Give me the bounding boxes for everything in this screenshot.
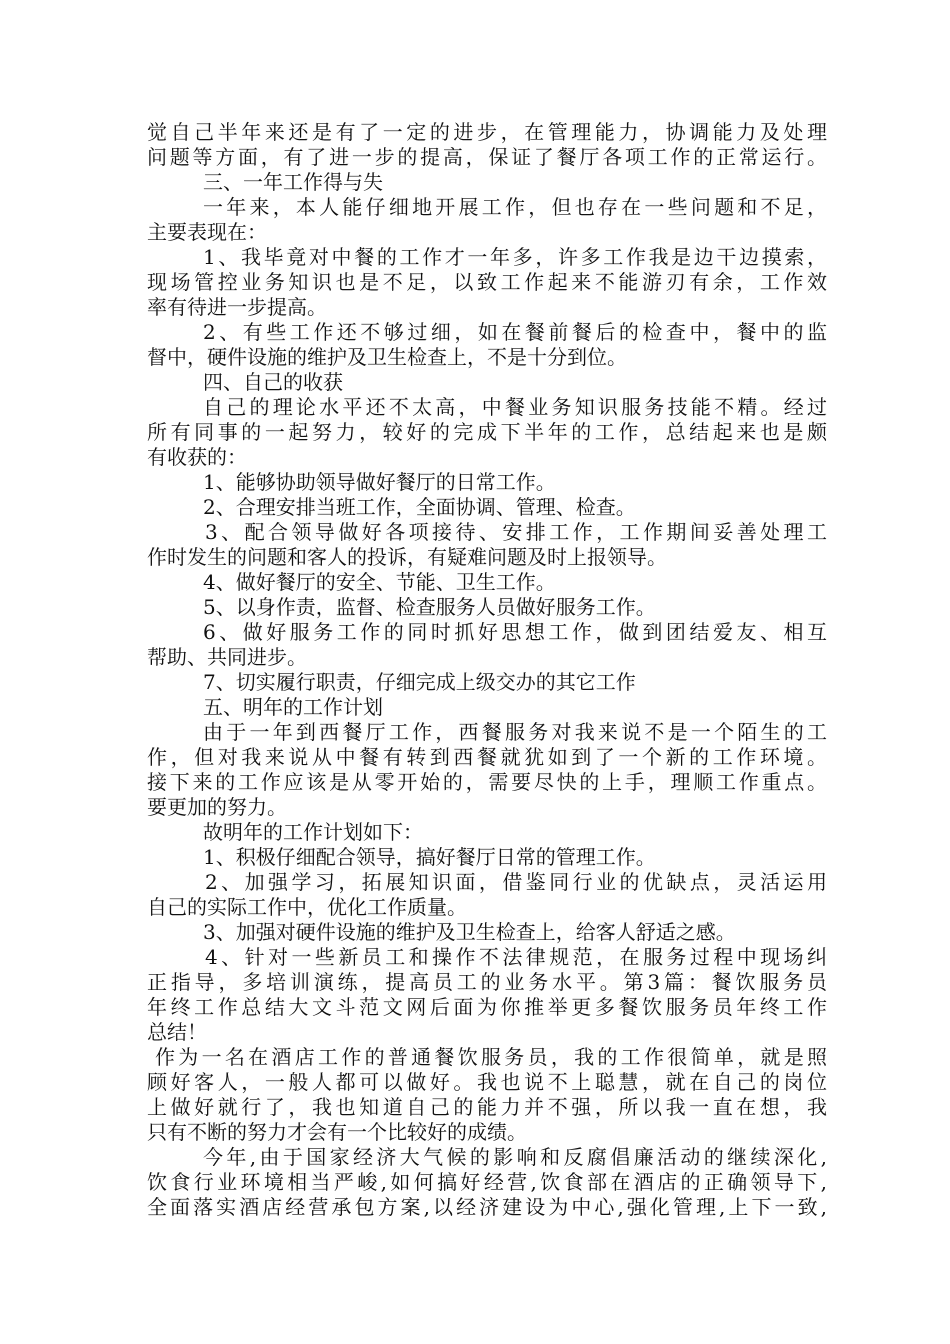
text-line: 作时发生的问题和客人的投诉，有疑难问题及时上报领导。: [147, 545, 667, 569]
text-line: 顾好客人，一般人都可以做好。我也说不上聪慧，就在自己的岗位: [147, 1070, 827, 1094]
text-line: 今年,由于国家经济大气候的影响和反腐倡廉活动的继续深化,: [203, 1145, 827, 1169]
text-line: 作为一名在酒店工作的普通餐饮服务员，我的工作很简单，就是照: [155, 1045, 827, 1069]
list-item: 1、我毕竟对中餐的工作才一年多，许多工作我是边干边摸索，: [203, 245, 827, 269]
list-item: 2、加强学习，拓展知识面，借鉴同行业的优缺点，灵活运用: [205, 870, 827, 894]
text-line: 上做好就行了，我也知道自己的能力并不强，所以我一直在想，我: [147, 1095, 827, 1119]
list-item: 4、做好餐厅的安全、节能、卫生工作。: [203, 570, 556, 594]
text-line: 饮食行业环境相当严峻,如何搞好经营,饮食部在酒店的正确领导下,: [147, 1170, 827, 1194]
text-line: 正指导，多培训演练，提高员工的业务水平。第3篇：餐饮服务员: [147, 970, 827, 994]
section-heading: 五、明年的工作计划: [203, 695, 383, 719]
text-line: 问题等方面，有了进一步的提高，保证了餐厅各项工作的正常运行。: [147, 145, 827, 169]
text-line: 自己的实际工作中，优化工作质量。: [147, 895, 467, 919]
list-item: 2、有些工作还不够过细，如在餐前餐后的检查中，餐中的监: [203, 320, 827, 344]
text-line: 作，但对我来说从中餐有转到西餐就犹如到了一个新的工作环境。: [147, 745, 827, 769]
text-line: 故明年的工作计划如下：: [203, 820, 423, 844]
text-line: 年终工作总结大文斗范文网后面为你推举更多餐饮服务员年终工作: [147, 995, 827, 1019]
list-item: 1、积极仔细配合领导，搞好餐厅日常的管理工作。: [203, 845, 656, 869]
text-line: 现场管控业务知识也是不足，以致工作起来不能游刃有余，工作效: [147, 270, 827, 294]
text-line: 所有同事的一起努力，较好的完成下半年的工作，总结起来也是颇: [147, 420, 827, 444]
list-item: 1、能够协助领导做好餐厅的日常工作。: [203, 470, 556, 494]
list-item: 3、配合领导做好各项接待、安排工作，工作期间妥善处理工: [205, 520, 827, 544]
list-item: 6、做好服务工作的同时抓好思想工作，做到团结爱友、相互: [203, 620, 827, 644]
text-line: 总结！: [147, 1020, 207, 1044]
list-item: 2、合理安排当班工作，全面协调、管理、检查。: [203, 495, 636, 519]
list-item: 5、以身作责，监督、检查服务人员做好服务工作。: [203, 595, 656, 619]
text-line: 率有待进一步提高。: [147, 295, 327, 319]
section-heading: 四、自己的收获: [203, 370, 343, 394]
text-line: 接下来的工作应该是从零开始的，需要尽快的上手，理顺工作重点。: [147, 770, 827, 794]
text-line: 一年来，本人能仔细地开展工作，但也存在一些问题和不足，: [203, 195, 827, 219]
text-line: 帮助、共同进步。: [147, 645, 307, 669]
text-line: 有收获的：: [147, 445, 247, 469]
list-item: 7、切实履行职责，仔细完成上级交办的其它工作: [203, 670, 636, 694]
text-line: 主要表现在：: [147, 220, 267, 244]
text-line: 自己的理论水平还不太高，中餐业务知识服务技能不精。经过: [203, 395, 827, 419]
document-body: [147, 120, 827, 1220]
text-line: 只有不断的努力才会有一个比较好的成绩。: [147, 1120, 527, 1144]
text-line: 督中，硬件设施的维护及卫生检查上，不是十分到位。: [147, 345, 627, 369]
text-line: 全面落实酒店经营承包方案,以经济建设为中心,强化管理,上下一致,: [147, 1195, 827, 1219]
list-item: 4、针对一些新员工和操作不法律规范，在服务过程中现场纠: [205, 945, 827, 969]
list-item: 3、加强对硬件设施的维护及卫生检查上，给客人舒适之感。: [203, 920, 736, 944]
text-line: 觉自己半年来还是有了一定的进步，在管理能力，协调能力及处理: [147, 120, 827, 144]
text-line: 要更加的努力。: [147, 795, 287, 819]
text-line: 由于一年到西餐厅工作，西餐服务对我来说不是一个陌生的工: [203, 720, 827, 744]
section-heading: 三、一年工作得与失: [203, 170, 383, 194]
